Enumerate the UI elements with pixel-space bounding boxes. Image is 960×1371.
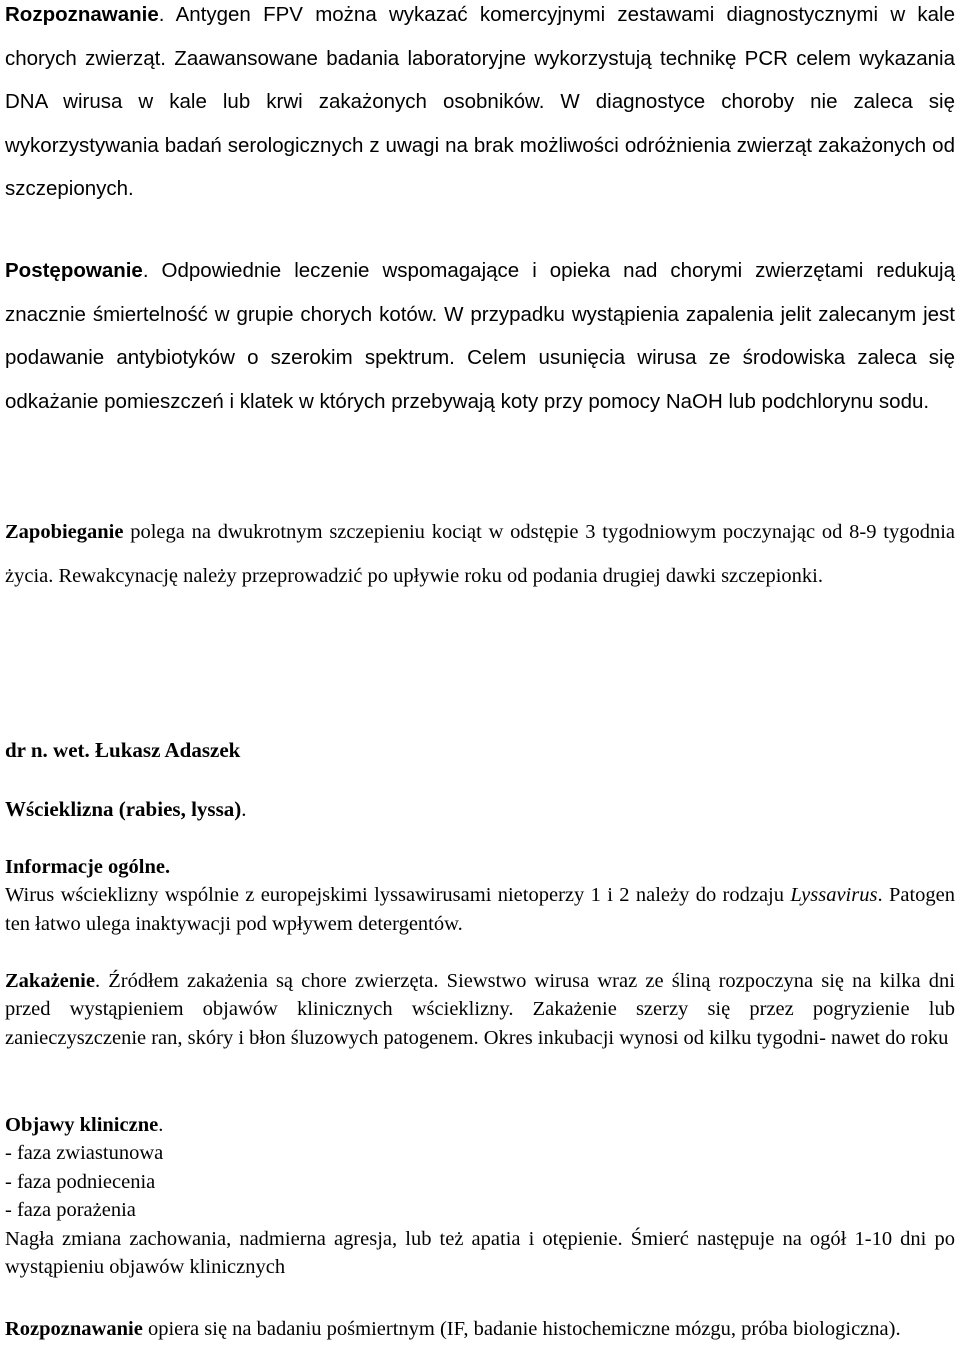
diagnosis-fpv-text: . Antygen FPV można wykazać komercyjnymi zestawami diagnostycznymi w kale chorych zwierząt. Zaawansowane badania laboratoryjne wykorzystują technikę PCR celem wykazania DNA wirusa w kale lub krwi zakażonych osobników. W diagnostyce choroby nie zaleca się wykorzystywania badań serologicznych z uwagi na brak możliwości odróżnienia zwierząt zakażonych od szczepionych.	[5, 3, 955, 201]
treatment-heading: Postępowanie	[5, 259, 143, 282]
general-info-section	[5, 853, 955, 938]
symptom-item: - faza porażenia	[5, 1199, 136, 1222]
infection-text: . Źródłem zakażenia są chore zwierzęta. Siewstwo wirusa wraz ze śliną rozpoczyna się na kilka dni przed wystąpieniem objawów klinicznych wścieklizny. Zakażenie szerzy się przez pogryzienie lub zanieczyszczenie ran, skóry i błon śluzowych patogenem. Okres inkubacji wynosi od kilku tygodni- nawet do roku	[5, 970, 955, 1049]
symptoms-text: Nagła zmiana zachowania, nadmierna agresja, lub też apatia i otępienie. Śmierć następuje na ogół 1-10 dni po wystąpieniu objawów klinicznych	[5, 1227, 955, 1279]
rabies-diagnosis-text: opiera się na badaniu pośmiertnym (IF, badanie histochemiczne mózgu, próba biologiczna).	[142, 1318, 901, 1340]
article-title-suffix: .	[241, 797, 247, 821]
symptoms-heading-line	[5, 1111, 955, 1139]
rabies-diagnosis-paragraph	[5, 1315, 955, 1343]
general-info-text-before: Wirus wścieklizny wspólnie z europejskimi lyssawirusami nietoperzy 1 i 2 należy do rodzaju	[5, 884, 791, 907]
prevention-text: polega na dwukrotnym szczepieniu kociąt w odstępie 3 tygodniowym poczynając od 8-9 tygodnia życia. Rewakcynację należy przeprowadzić po upływie roku od podania drugiej dawki szczepionki.	[5, 521, 955, 587]
treatment-paragraph	[5, 249, 955, 423]
general-info-heading: Informacje ogólne.	[5, 856, 171, 878]
treatment-text: . Odpowiednie leczenie wspomagające i opieka nad chorymi zwierzętami redukują znacznie śmiertelność w grupie chorych kotów. W przypadku wystąpienia zapalenia jelit zalecanym jest podawanie antybiotyków o szerokim spektrum. Celem usunięcia wirusa ze środowiska zaleca się odkażanie pomieszczeń i klatek w których przebywają koty przy pomocy NaOH lub podchlorynu sodu.	[5, 259, 955, 413]
general-info-text-after: . Patogen ten łatwo ulega inaktywacji pod wpływem detergentów.	[5, 884, 955, 935]
symptom-item: - faza zwiastunowa	[5, 1142, 164, 1165]
prevention-heading: Zapobieganie	[5, 521, 124, 543]
infection-heading: Zakażenie	[5, 970, 95, 992]
genus-name: Lyssavirus	[790, 884, 878, 907]
author-line	[5, 736, 955, 764]
infection-paragraph	[5, 967, 955, 1052]
symptoms-heading: Objawy kliniczne	[5, 1114, 159, 1136]
article-title	[5, 795, 955, 823]
diagnosis-fpv-heading: Rozpoznawanie	[5, 3, 159, 26]
author-name: dr n. wet. Łukasz Adaszek	[5, 738, 241, 762]
rabies-diagnosis-heading: Rozpoznawanie	[5, 1318, 143, 1340]
article-title-bold: Wścieklizna (rabies, lyssa)	[5, 797, 242, 821]
symptoms-section	[5, 1111, 955, 1281]
symptoms-heading-suffix: .	[158, 1114, 164, 1136]
symptom-item: - faza podniecenia	[5, 1170, 156, 1193]
diagnosis-fpv-paragraph	[5, 0, 955, 211]
prevention-paragraph	[5, 511, 955, 598]
